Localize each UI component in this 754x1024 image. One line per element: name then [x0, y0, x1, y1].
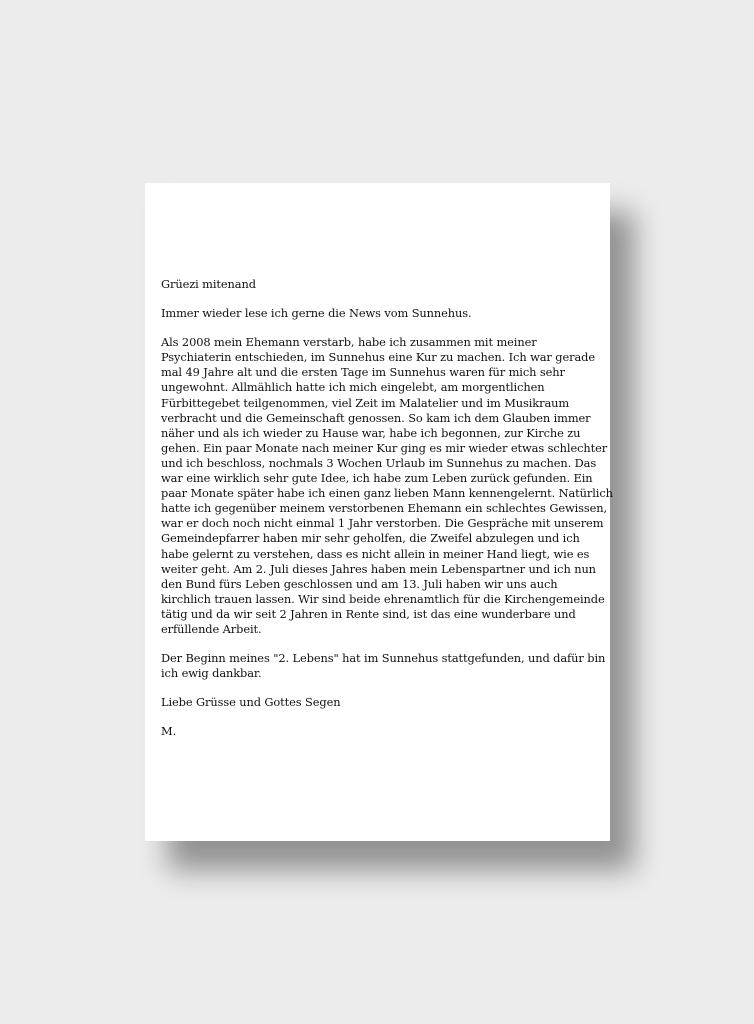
story-line: Psychiaterin entschieden, im Sunnehus eine Kur zu machen. Ich war gerade [161, 350, 595, 365]
closing-line: Der Beginn meines "2. Lebens" hat im Sunnehus stattgefunden, und dafür bin [161, 651, 606, 666]
story-line: kirchlich trauen lassen. Wir sind beide ehrenamtlich für die Kirchengemeinde [161, 591, 605, 606]
story-line: habe gelernt zu verstehen, dass es nicht allein in meiner Hand liegt, wie es [161, 546, 590, 561]
story-line: verbracht und die Gemeinschaft genossen. So kam ich dem Glauben immer [161, 410, 591, 425]
story-line: paar Monate später habe ich einen ganz lieben Mann kennengelernt. Natürlich [161, 486, 613, 501]
story-line: näher und als ich wieder zu Hause war, habe ich begonnen, zur Kirche zu [161, 425, 581, 440]
story-line: tätig und da wir seit 2 Jahren in Rente sind, ist das eine wunderbare und [161, 606, 576, 621]
closing-line: ich ewig dankbar. [161, 666, 262, 681]
intro-paragraph: Immer wieder lese ich gerne die News vom Sunnehus. [161, 306, 472, 321]
story-line: und ich beschloss, nochmals 3 Wochen Urlaub im Sunnehus zu machen. Das [161, 455, 597, 470]
story-line: war eine wirklich sehr gute Idee, ich habe zum Leben zurück gefunden. Ein [161, 471, 593, 486]
greeting: Grüezi mitenand [161, 277, 256, 291]
closing-paragraph [161, 651, 606, 681]
story-line: mal 49 Jahre alt und die ersten Tage im Sunnehus waren für mich sehr [161, 365, 565, 380]
story-line: ungewohnt. Allmählich hatte ich mich eingelebt, am morgentlichen [161, 380, 545, 395]
story-line: Fürbittegebet teilgenommen, viel Zeit im Malatelier und im Musikraum [161, 395, 570, 410]
letter-page [145, 183, 613, 841]
story-line: Gemeindepfarrer haben mir sehr geholfen, die Zweifel abzulegen und ich [161, 531, 580, 546]
story-paragraph [161, 335, 613, 637]
story-line: Als 2008 mein Ehemann verstarb, habe ich zusammen mit meiner [161, 335, 537, 350]
story-line: erfüllende Arbeit. [161, 621, 262, 636]
story-line: hatte ich gegenüber meinem verstorbenen Ehemann ein schlechtes Gewissen, [161, 501, 608, 516]
signature: M. [161, 724, 177, 739]
story-line: war er doch noch nicht einmal 1 Jahr verstorben. Die Gespräche mit unserem [161, 516, 604, 531]
story-line: gehen. Ein paar Monate nach meiner Kur ging es mir wieder etwas schlechter [161, 440, 608, 455]
story-line: den Bund fürs Leben geschlossen und am 13. Juli haben wir uns auch [161, 576, 558, 591]
story-line: weiter geht. Am 2. Juli dieses Jahres haben mein Lebenspartner und ich nun [161, 561, 596, 576]
regards: Liebe Grüsse und Gottes Segen [161, 695, 341, 710]
